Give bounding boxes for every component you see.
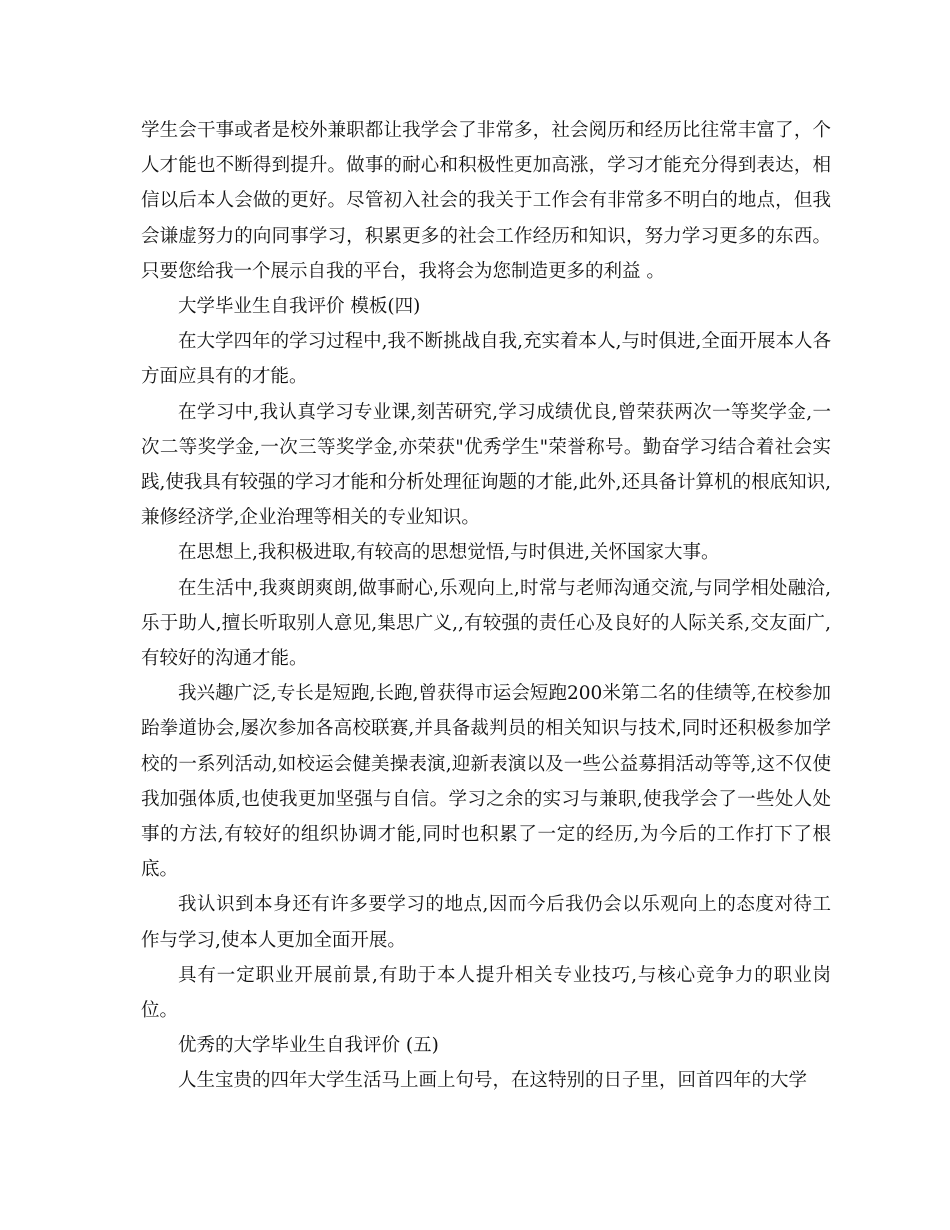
paragraph-self-awareness: 我认识到本身还有许多要学习的地点,因而今后我仍会以乐观向上的态度对待工作与学习,使本人更加全面开展。: [141, 894, 831, 951]
paragraph-interests: 我兴趣广泛,专长是短跑,长跑,曾获得市运会短跑200米第二名的佳绩等,在校参加跆拳道协会,屡次参加各高校联赛,并具备裁判员的相关知识与技术,同时还积极参加学校的一系列活动,如校运会健美操表演,迎新表演以及一些公益募捐活动等等,这不仅使我加强体质,也使我更加坚强与自信。学习之余的实习与兼职,使我学会了一些处人处事的方法,有较好的组织协调才能,同时也积累了一定的经历,为今后的工作打下了根底。: [141, 683, 831, 881]
paragraph-continuation: 学生会干事或者是校外兼职都让我学会了非常多，社会阅历和经历比往常丰富了，个人才能也不断得到提升。做事的耐心和积极性更加高涨，学习才能充分得到表达，相信以后本人会做的更好。尽管初入社会的我关于工作会有非常多不明白的地点，但我会谦虚努力的向同事学习，积累更多的社会工作经历和知识，努力学习更多的东西。只要您给我一个展示自我的平台，我将会为您制造更多的利益 。: [141, 120, 831, 282]
paragraph-intro: 在大学四年的学习过程中,我不断挑战自我,充实着本人,与时俱进,全面开展本人各方面应具有的才能。: [141, 331, 831, 388]
section-heading-five: 优秀的大学毕业生自我评价 (五): [178, 1035, 439, 1057]
paragraph-study: 在学习中,我认真学习专业课,刻苦研究,学习成绩优良,曾荣获两次一等奖学金,一次二等奖学金,一次三等奖学金,亦荣获"优秀学生"荣誉称号。勤奋学习结合着社会实践,使我具有较强的学习才能和分析处理征询题的才能,此外,还具备计算机的根底知识,兼修经济学,企业治理等相关的专业知识。: [141, 401, 831, 529]
paragraph-life: 在生活中,我爽朗爽朗,做事耐心,乐观向上,时常与老师沟通交流,与同学相处融洽,乐于助人,擅长听取别人意见,集思广义,,有较强的责任心及良好的人际关系,交友面广,有较好的沟通才能。: [141, 577, 831, 670]
document-body: [141, 113, 831, 1099]
section-heading-four: 大学毕业生自我评价 模板(四): [178, 296, 421, 318]
paragraph-thought: 在思想上,我积极进取,有较高的思想觉悟,与时俱进,关怀国家大事。: [178, 542, 720, 564]
paragraph-career: 具有一定职业开展前景,有助于本人提升相关专业技巧,与核心竞争力的职业岗位。: [141, 964, 831, 1022]
paragraph-closing: 人生宝贵的四年大学生活马上画上句号，在这特别的日子里，回首四年的大学: [178, 1070, 808, 1092]
